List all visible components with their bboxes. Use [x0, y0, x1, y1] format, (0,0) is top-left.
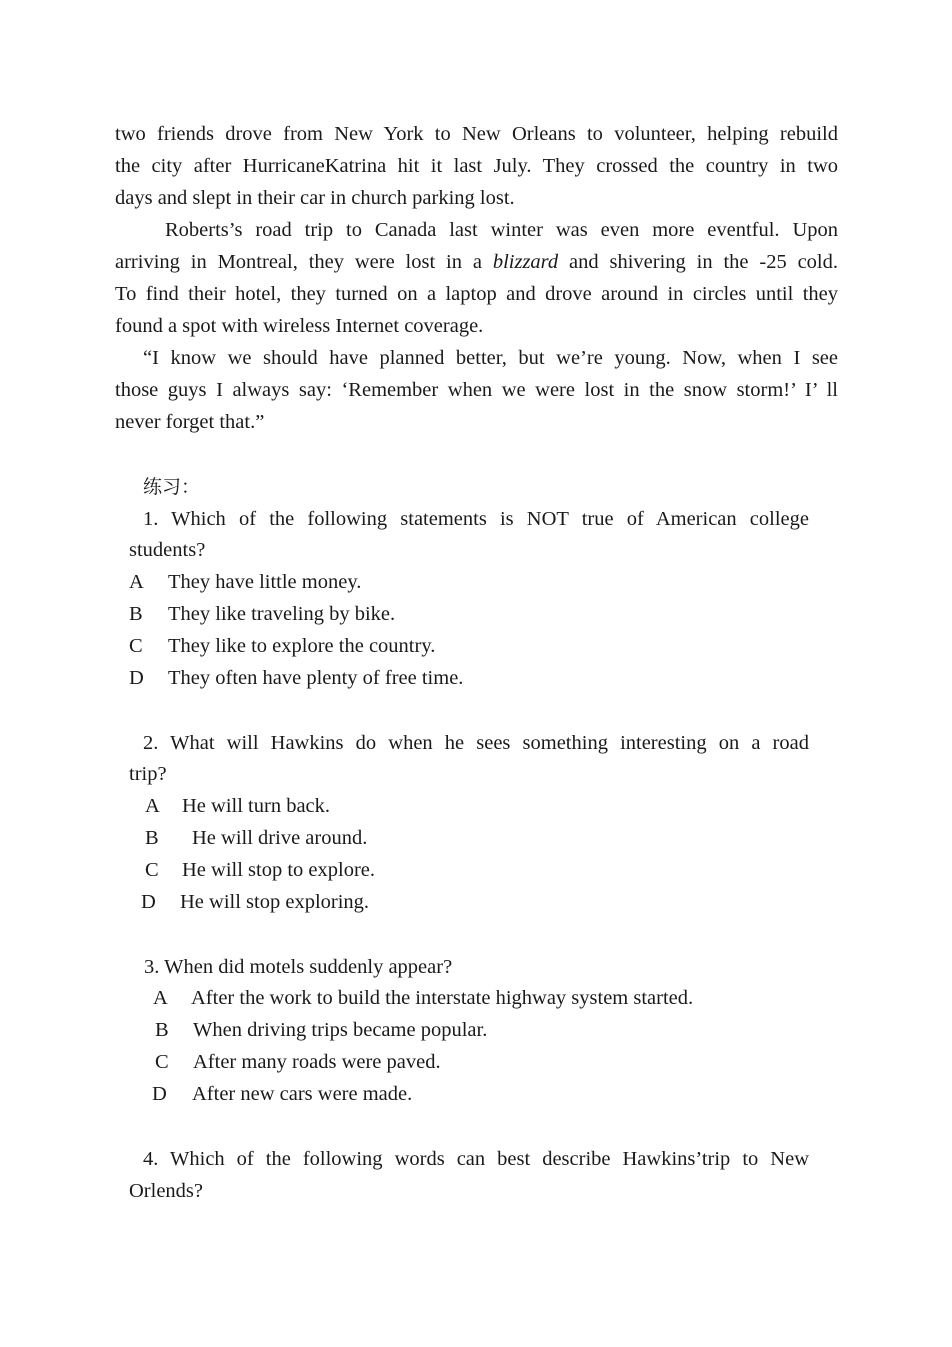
- exercise-heading: 练习：: [143, 476, 201, 498]
- option-letter: B: [129, 603, 143, 625]
- passage-p3-line1: “I know we should have planned better, but we’re young. Now, when I see: [143, 347, 838, 369]
- question-2-line2: trip?: [129, 763, 167, 785]
- option-letter: C: [129, 635, 143, 657]
- option-text: After the work to build the interstate highway system started.: [191, 987, 694, 1009]
- option-letter: D: [129, 667, 144, 689]
- option-text: He will stop exploring.: [180, 891, 370, 913]
- passage-p2-line4: found a spot with wireless Internet coverage.: [115, 315, 484, 337]
- question-1-line2: students?: [129, 539, 206, 561]
- passage-p2-line1: Roberts’s road trip to Canada last winter was even more eventful. Upon: [165, 219, 838, 241]
- passage-p2-line2-before: arriving in Montreal, they were lost in a: [115, 251, 493, 273]
- passage-p3-line2: those guys I always say: ‘Remember when we were lost in the snow storm!’ I’ ll: [115, 379, 838, 401]
- option-text: They have little money.: [168, 571, 362, 593]
- option-text: They like to explore the country.: [168, 635, 436, 657]
- passage-italic-word: blizzard: [492, 251, 559, 273]
- option-text: They like traveling by bike.: [168, 603, 396, 625]
- question-3-line1: 3. When did motels suddenly appear?: [144, 956, 453, 978]
- option-letter: A: [153, 987, 168, 1009]
- option-text: They often have plenty of free time.: [168, 667, 464, 689]
- question-2-option-b: [145, 824, 368, 852]
- question-4-line2: Orlends?: [129, 1180, 204, 1202]
- option-letter: C: [155, 1051, 169, 1073]
- option-text: He will drive around.: [192, 827, 368, 849]
- passage-p3-line3: never forget that.”: [115, 411, 265, 433]
- option-letter: C: [145, 859, 159, 881]
- passage-p1-line3: days and slept in their car in church parking lost.: [115, 187, 515, 209]
- option-text: When driving trips became popular.: [193, 1019, 488, 1041]
- option-letter: B: [145, 827, 159, 849]
- option-text: After new cars were made.: [192, 1083, 413, 1105]
- option-text: He will turn back.: [182, 795, 331, 817]
- question-1-option-b: [129, 600, 396, 628]
- passage-p1-line2: the city after HurricaneKatrina hit it last July. They crossed the country in two: [115, 155, 838, 177]
- question-1-line1: 1. Which of the following statements is NOT true of American college: [143, 508, 809, 530]
- passage-p2-line2: [115, 248, 838, 276]
- question-4-line1: 4. Which of the following words can best describe Hawkins’trip to New: [143, 1148, 809, 1170]
- question-3-option-d: [152, 1080, 413, 1108]
- passage-p1-line1: two friends drove from New York to New Orleans to volunteer, helping rebuild: [115, 123, 838, 145]
- question-2-option-d: [141, 888, 370, 916]
- passage-p2-line2-after: and shivering in the -25 cold.: [558, 251, 838, 273]
- question-3-option-b: [155, 1016, 488, 1044]
- option-letter: D: [141, 891, 156, 913]
- option-letter: A: [129, 571, 144, 593]
- question-1-option-a: [129, 568, 362, 596]
- option-letter: A: [145, 795, 160, 817]
- question-3-option-c: [155, 1048, 441, 1076]
- question-2-line1: 2. What will Hawkins do when he sees something interesting on a road: [143, 732, 809, 754]
- passage-p2-line3: To find their hotel, they turned on a laptop and drove around in circles until they: [115, 283, 838, 305]
- question-3-option-a: [153, 984, 694, 1012]
- option-text: After many roads were paved.: [193, 1051, 441, 1073]
- question-1-option-d: [129, 664, 464, 692]
- question-2-option-a: [145, 792, 331, 820]
- question-2-option-c: [145, 856, 376, 884]
- option-letter: B: [155, 1019, 169, 1041]
- question-1-option-c: [129, 632, 436, 660]
- option-letter: D: [152, 1083, 167, 1105]
- option-text: He will stop to explore.: [182, 859, 376, 881]
